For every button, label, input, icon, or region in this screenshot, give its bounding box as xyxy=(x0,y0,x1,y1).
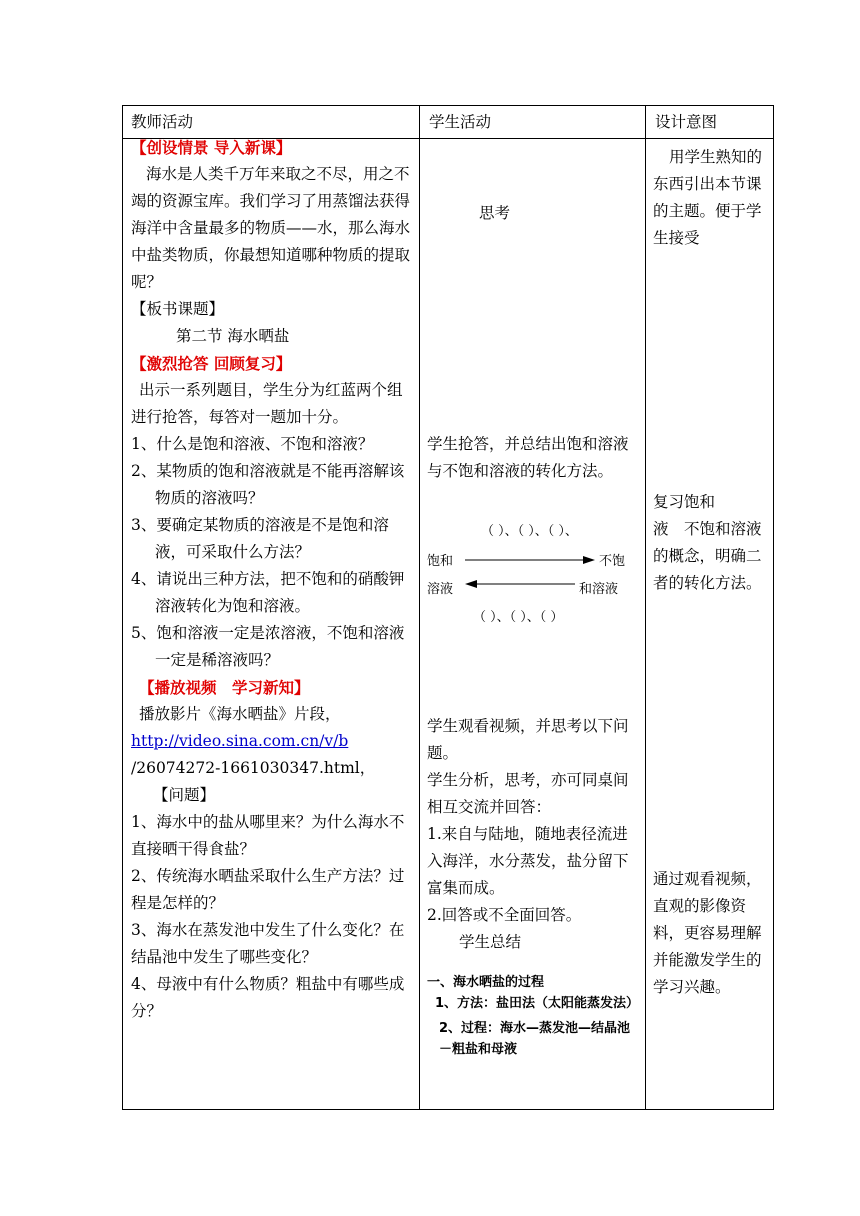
student-watch: 学生观看视频，并思考以下问题。 xyxy=(427,717,629,762)
video-question: 3、海水在蒸发池中发生了什么变化？在结晶池中发生了哪些变化？ xyxy=(131,921,405,966)
student-summary-title: 学生总结 xyxy=(459,933,522,951)
review-question: 5、饱和溶液一定是浓溶液，不饱和溶液一定是稀溶液吗？ xyxy=(131,624,405,669)
student-answer: 学生抢答，并总结出饱和溶液与不饱和溶液的转化方法。 xyxy=(427,435,629,480)
review-question: 1、什么是饱和溶液、不饱和溶液？ xyxy=(131,435,374,453)
video-link[interactable]: http://video.sina.com.cn/v/b xyxy=(131,732,349,750)
header-design: 设计意图 xyxy=(655,113,718,131)
conversion-diagram xyxy=(425,516,641,628)
board-title: 【板书课题】 xyxy=(131,300,225,318)
teacher-column xyxy=(131,134,413,1025)
design-review-a: 复习饱和 xyxy=(653,493,716,511)
design-review xyxy=(653,489,771,597)
diagram-left-bottom: 溶液 xyxy=(427,582,454,597)
lesson-title: 第二节 海水晒盐 xyxy=(176,327,290,345)
section-title-video: 【播放视频 学习新知】 xyxy=(139,678,310,697)
design-intro: 用学生熟知的东西引出本节课的主题。便于学生接受 xyxy=(653,148,763,247)
diagram-right-bottom: 和溶液 xyxy=(579,582,619,597)
summary-heading: 一、海水晒盐的过程 xyxy=(427,975,545,990)
review-question: 2、某物质的饱和溶液就是不能再溶解该物质的溶液吗？ xyxy=(131,462,405,507)
diagram-top-blanks: （ ）、（ ）、（ ）、 xyxy=(481,524,578,539)
review-question: 4、请说出三种方法，把不饱和的硝酸钾溶液转化为饱和溶液。 xyxy=(131,570,405,615)
diagram-bottom-blanks: （ ）、（ ）、（ ） xyxy=(473,610,564,625)
header-student: 学生活动 xyxy=(429,113,492,131)
summary-block xyxy=(427,972,639,1060)
review-intro: 出示一系列题目，学生分为红蓝两个组进行抢答，每答对一题加十分。 xyxy=(131,381,403,426)
section-title-intro: 【创设情景 导入新课】 xyxy=(131,138,292,157)
diagram-right-top: 不饱 xyxy=(599,554,626,569)
student-analyze: 学生分析，思考，亦可同桌间相互交流并回答： xyxy=(427,771,629,816)
summary-process: 2、过程：海水—蒸发池—结晶池－粗盐和母液 xyxy=(439,1021,631,1057)
design-review-b: 液 不饱和溶液的概念，明确二者的转化方法。 xyxy=(653,520,762,592)
video-link-tail: /26074272-1661030347.html， xyxy=(131,759,376,777)
intro-text: 海水是人类千万年来取之不尽，用之不竭的资源宝库。我们学习了用蒸馏法获得海洋中含量最多的物质——水，那么海水中盐类物质，你最想知道哪种物质的提取呢？ xyxy=(131,165,411,291)
video-question: 1、海水中的盐从哪里来？为什么海水不直接晒干得食盐？ xyxy=(131,813,405,858)
header-teacher: 教师活动 xyxy=(131,113,194,131)
student-video-block xyxy=(427,713,639,956)
review-question: 3、要确定某物质的溶液是不是饱和溶液，可采取什么方法？ xyxy=(131,516,389,561)
student-answer-2: 2.回答或不全面回答。 xyxy=(427,906,582,924)
video-question: 4、母液中有什么物质？粗盐中有哪些成分？ xyxy=(131,975,405,1020)
summary-method: 1、方法：盐田法（太阳能蒸发法） xyxy=(435,996,640,1011)
student-think: 思考 xyxy=(479,204,511,222)
column-divider xyxy=(419,106,420,1109)
student-answer-1: 1.来自与陆地，随地表径流进入海洋，水分蒸发，盐分留下富集而成。 xyxy=(427,825,629,897)
column-divider xyxy=(645,106,646,1109)
question-title: 【问题】 xyxy=(153,786,216,804)
lesson-table xyxy=(122,105,774,1110)
diagram-left-top: 饱和 xyxy=(427,554,454,569)
section-title-review: 【激烈抢答 回顾复习】 xyxy=(131,354,292,373)
video-play-text: 播放影片《海水晒盐》片段， xyxy=(139,705,341,723)
video-question: 2、传统海水晒盐采取什么生产方法？过程是怎样的？ xyxy=(131,867,405,912)
design-video: 通过观看视频，直观的影像资料，更容易理解并能激发学生的学习兴趣。 xyxy=(653,870,762,996)
